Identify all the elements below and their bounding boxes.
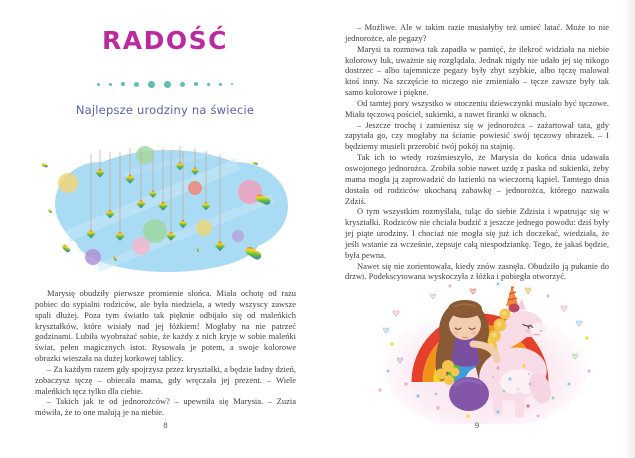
divider-dot [164, 81, 171, 88]
divider-dot [194, 82, 198, 86]
divider-dot [180, 82, 185, 87]
paragraph: – Takich jak te od jednorożców? – upewniła się Marysia. – Zuzia mówiła, że to one malują je na niebie. [35, 396, 296, 418]
right-page-text [345, 22, 609, 282]
page-edge-shadow [623, 0, 635, 458]
divider-dot [219, 83, 222, 86]
divider-dot [109, 83, 112, 86]
paragraph: – Możliwe. Ale w takim razie musiałyby też umieć latać. Może to nie jednorożce, ale pegazy? [345, 22, 609, 43]
unicorn-forelock [509, 304, 520, 313]
chapter-title: RADOŚĆ [102, 26, 228, 55]
left-page-number: 8 [163, 420, 168, 430]
right-page-number: 9 [474, 420, 480, 430]
paragraph: Marysię obudziły pierwsze promienie słońca. Miała ochotę od razu pobiec do sypialni rodziców, ale była niedziela, a wtedy wszyscy zawsze spali dłużej. Poza tym światło tak pięknie odbijało się od maleńkich kryształków, które wisiały nad jej łóżkiem! Mogłaby na nie patrzeć godzinami. Lubiła wyobrażać sobie, że każdy z nich kryje w sobie maleńki świat, pełen magicznych istot. Rysowała je potem, a swoje kolorowe obrazki wieszała na dużej korkowej tablicy. [35, 288, 296, 364]
paragraph: O tym wszystkim rozmyślała, tuląc do siebie Zdzisia i wpatrując się w kryształki. Rodziców nie chciała budzić z jeszcze jednego powodu: dziś były jej piąte urodziny. I chociaż nie mogła się już ich doczekać, wiedziała, że jeśli wstanie za wcześnie, zepsuje całą niespodziankę. Tego, że jakaś będzie, była pewna. [345, 206, 609, 260]
divider-dot [134, 82, 139, 87]
paragraph: Od tamtej pory wszystko w otoczeniu dziewczynki musiało być tęczowe. Miała tęczową pościel, sukienki, a nawet firanki w oknach. [345, 97, 609, 119]
divider-dot [97, 83, 100, 86]
paragraph: Nawet się nie zorientowała, kiedy znów zasnęła. Obudziło ją pukanie do drzwi. Podekscytowana wyskoczyła z łóżka i pobiegła otworzyć. [345, 260, 609, 282]
divider-dot [148, 81, 155, 88]
decorative-dots-divider [30, 79, 300, 89]
divider-dot [207, 83, 210, 86]
unicorn-muzzle [530, 323, 547, 336]
paragraph: – Jeszcze trochę i zamienisz się w jednorożca – zażartował tata, gdy zapytała go, czy mogłaby na ścianie powiesić swój tęczowy obrazek. – I będziemy musieli przerobić twój pokój na stajnię. [345, 119, 609, 152]
unicorn-front-leg [515, 392, 525, 418]
paragraph: Marysi ta rozmowa tak zapadła w pamięć, że ilekroć widziała na niebie kolorowy łuk, uważnie się rozglądała. Jednak nigdy nie udało jej się nikogo dostrzec – albo tajemnicze pegazy były zbyt szybkie, albo tęczę malował ktoś inny. Na szczęście to niczego nie zmieniało – tęcze zawsze były tak samo kolorowe i piękne. [345, 43, 609, 98]
divider-dot [121, 82, 125, 86]
cloud-crystals-illustration [28, 136, 312, 286]
story-title: Najlepsze urodziny na świecie [75, 103, 255, 117]
girl-legs [449, 377, 489, 411]
divider-dot [231, 83, 234, 86]
girl-unicorn-illustration [378, 276, 600, 424]
left-page-text [35, 288, 296, 418]
paragraph: – Za każdym razem gdy spojrzysz przez kryształki, a będzie ładny dzień, zobaczysz tęczę – obiecała mama, gdy wręczała jej prezent. – Wiele maleńkich tęcz tylko dla ciebie. [35, 363, 296, 396]
paragraph: Tak ich to wtedy rozśmieszyło, że Marysia do końca dnia udawała oswojonego jednorożca. Zrobiła sobie nawet uzdę z paska od sukienki, żeby mama mogła ją zaprowadzić do łazienki na wieczorną kąpiel. Tamtego dnia dostała od rodziców ukochaną zabawkę – jednorożca, którego nazwała Zdziś. [345, 152, 609, 206]
